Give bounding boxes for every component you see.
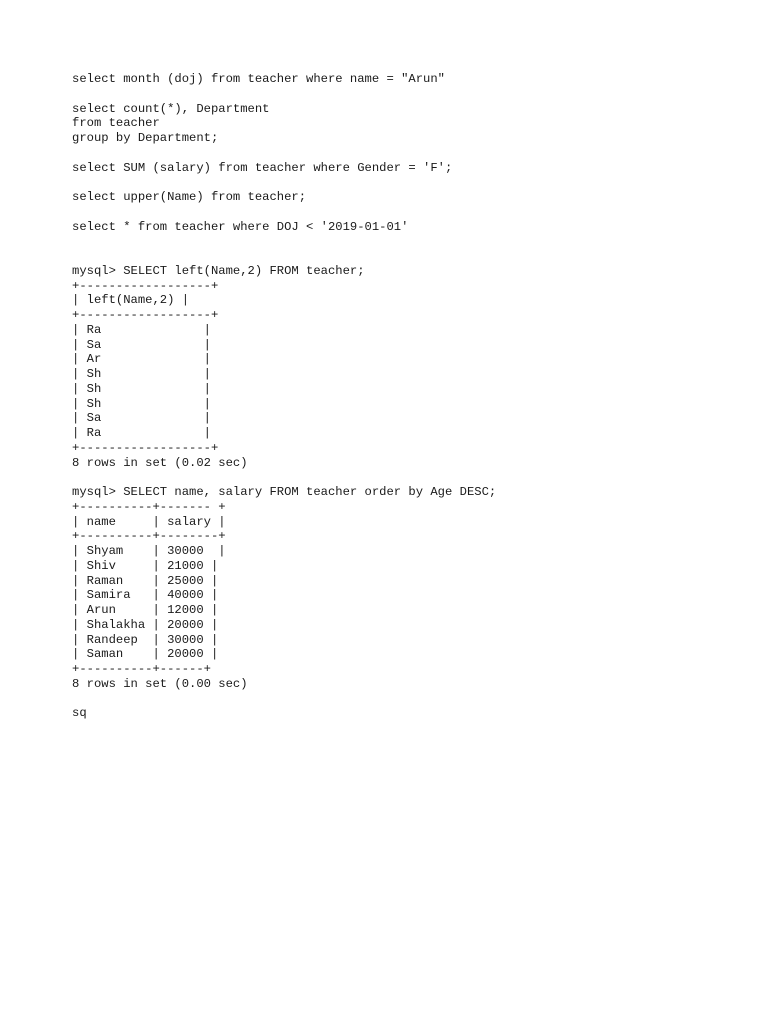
result2-footer: 8 rows in set (0.00 sec) xyxy=(72,676,248,691)
result1-row: | Sa | xyxy=(72,337,211,352)
spacer xyxy=(72,175,752,190)
query-upper-name: select upper(Name) from teacher; xyxy=(72,190,307,204)
result2-block xyxy=(72,485,752,692)
spacer xyxy=(72,205,752,220)
result1-header: | left(Name,2) | xyxy=(72,293,190,308)
result2-border-mid: +----------+--------+ xyxy=(72,529,226,544)
result2-row: | Randeep | 30000 | xyxy=(72,632,219,647)
query-doj-filter: select * from teacher where DOJ < '2019-01-01' xyxy=(72,219,409,234)
result2-row: | Saman | 20000 | xyxy=(72,647,219,662)
query-count-department: select count(*), Department xyxy=(72,101,270,116)
spacer xyxy=(72,234,752,249)
result1-border-mid: +------------------+ xyxy=(72,308,219,322)
result1-row: | Sh | xyxy=(72,367,211,381)
spacer xyxy=(72,146,752,161)
result1-row: | Ra | xyxy=(72,322,211,337)
trailing-text: sq xyxy=(72,706,87,721)
result1-border-top: +------------------+ xyxy=(72,278,219,293)
result1-prompt: mysql> SELECT left(Name,2) FROM teacher; xyxy=(72,263,365,278)
result2-prompt: mysql> SELECT name, salary FROM teacher order by Age DESC; xyxy=(72,485,497,499)
result2-border-top: +----------+------- + xyxy=(72,499,226,514)
query-month-doj: select month (doj) from teacher where name = "Arun" xyxy=(72,72,445,86)
result1-row: | Ar | xyxy=(72,352,211,367)
result1-row: | Sh | xyxy=(72,396,211,411)
query-count-from: from teacher xyxy=(72,116,160,131)
query-sum-salary: select SUM (salary) from teacher where Gender = 'F'; xyxy=(72,160,453,175)
spacer xyxy=(72,87,752,102)
result1-block xyxy=(72,264,752,471)
result1-row: | Ra | xyxy=(72,426,211,440)
result2-row: | Shiv | 21000 | xyxy=(72,558,219,573)
result1-border-bottom: +------------------+ xyxy=(72,440,219,455)
result1-row: | Sa | xyxy=(72,411,211,426)
document-page xyxy=(72,72,752,721)
result1-row: | Sh | xyxy=(72,381,211,396)
spacer xyxy=(72,692,752,707)
spacer xyxy=(72,249,752,264)
result2-row: | Shyam | 30000 | xyxy=(72,544,226,558)
result2-row: | Raman | 25000 | xyxy=(72,573,219,588)
result2-row: | Shalakha | 20000 | xyxy=(72,617,219,632)
result2-row: | Arun | 12000 | xyxy=(72,603,219,617)
result2-border-bottom: +----------+------+ xyxy=(72,662,211,676)
result2-row: | Samira | 40000 | xyxy=(72,588,219,603)
result2-header: | name | salary | xyxy=(72,514,226,529)
result1-footer: 8 rows in set (0.02 sec) xyxy=(72,455,248,470)
spacer xyxy=(72,470,752,485)
query-count-group-by: group by Department; xyxy=(72,131,219,145)
